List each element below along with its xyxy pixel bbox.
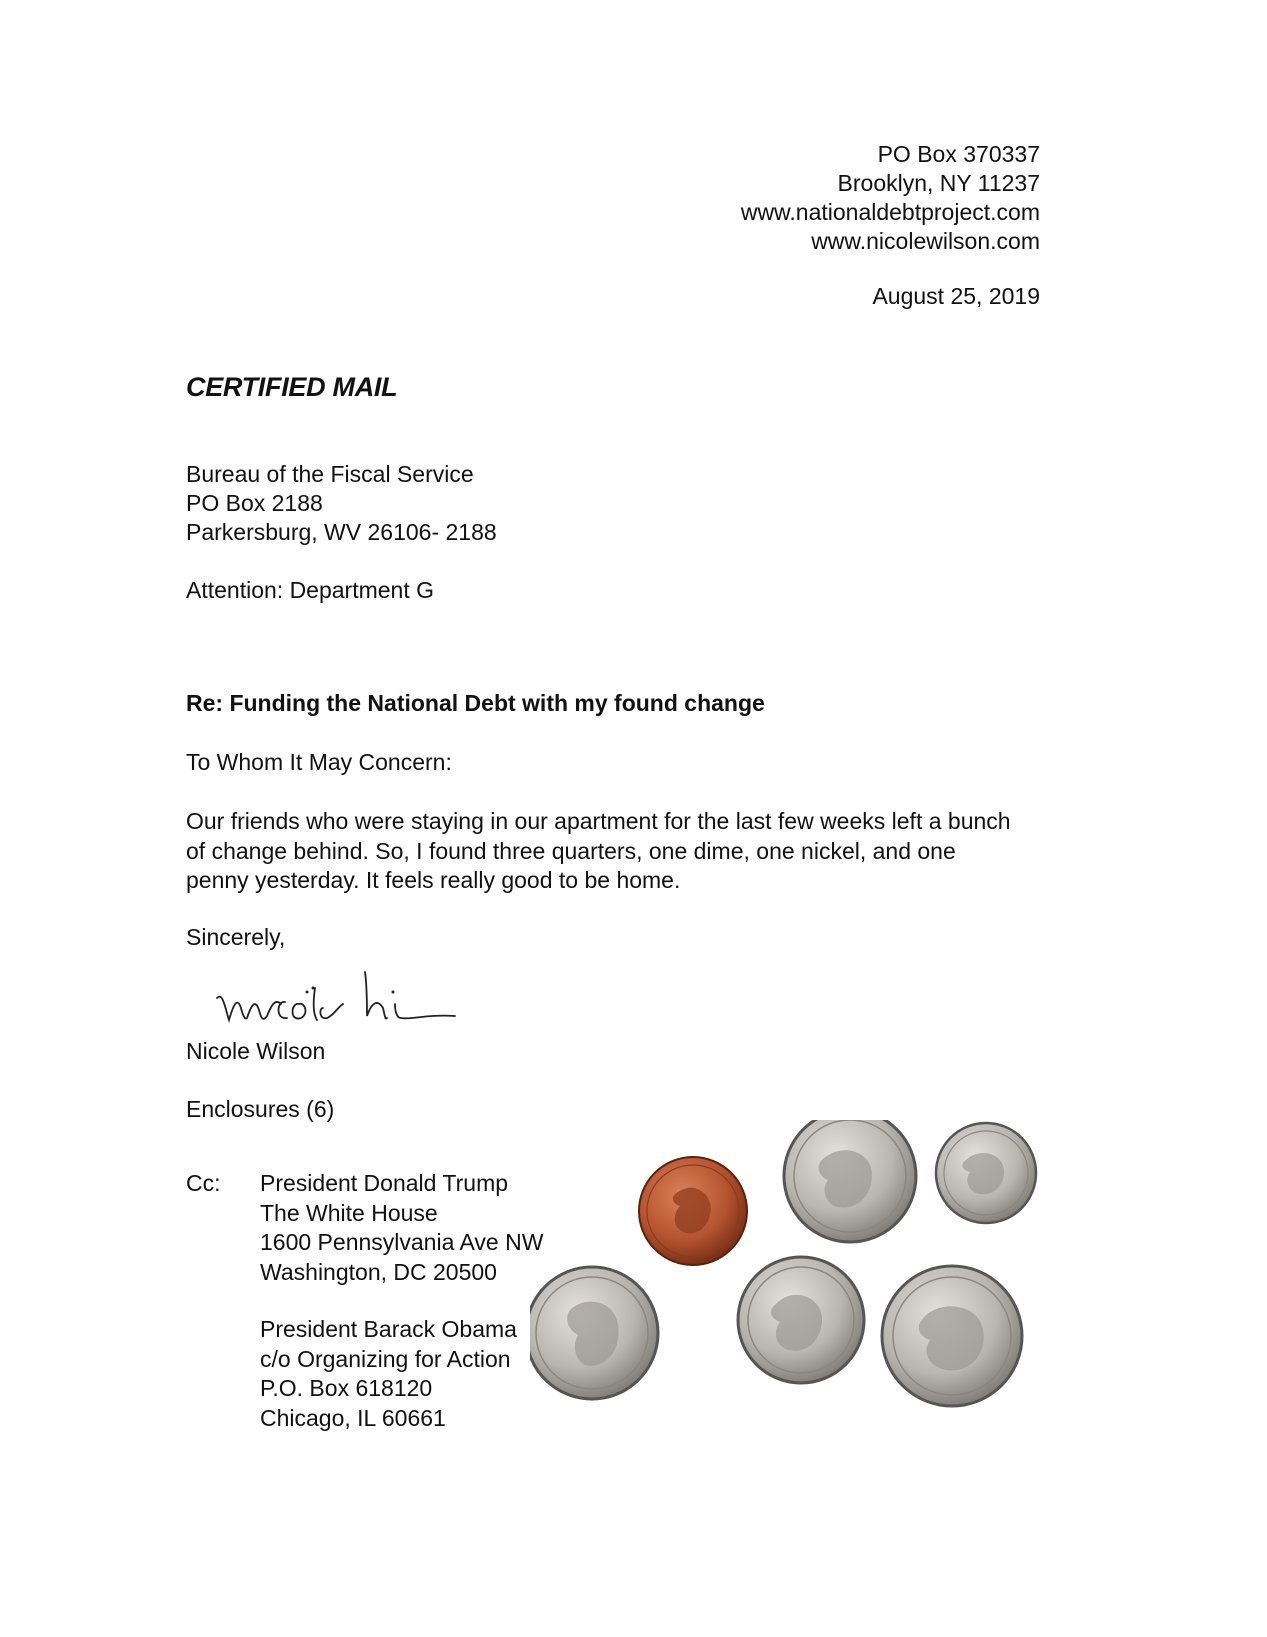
- recipient-name: Bureau of the Fiscal Service: [186, 461, 474, 487]
- handwritten-signature: [215, 968, 475, 1038]
- certified-mail-heading: CERTIFIED MAIL: [186, 372, 398, 402]
- letter-body: [186, 807, 1086, 896]
- quarter-coin-icon: [784, 1120, 916, 1242]
- cc-line: 1600 Pennsylvania Ave NW: [260, 1229, 544, 1255]
- sender-city: Brooklyn, NY 11237: [837, 170, 1040, 196]
- recipient-po-box: PO Box 2188: [186, 490, 323, 516]
- quarter-coin-icon: [530, 1267, 658, 1399]
- cc-line: President Barack Obama: [260, 1316, 517, 1342]
- dime-coin-icon: [936, 1123, 1036, 1223]
- quarter-coin-icon: [882, 1266, 1022, 1406]
- signer-name: Nicole Wilson: [186, 1038, 326, 1064]
- attention-line: Attention: Department G: [186, 577, 435, 603]
- letter-date: August 25, 2019: [872, 283, 1040, 309]
- salutation: To Whom It May Concern:: [186, 749, 452, 775]
- sender-po-box: PO Box 370337: [877, 141, 1040, 167]
- cc-recipient-1: [260, 1169, 543, 1287]
- enclosed-coins: [530, 1120, 1090, 1460]
- cc-label: Cc:: [186, 1170, 221, 1196]
- closing: Sincerely,: [186, 924, 286, 950]
- cc-line: The White House: [260, 1199, 438, 1226]
- cc-recipient-2: [260, 1315, 517, 1433]
- sender-website-2[interactable]: www.nicolewilson.com: [811, 228, 1040, 254]
- sender-address: [741, 140, 1040, 256]
- subject-line: Re: Funding the National Debt with my found change: [186, 690, 765, 716]
- sender-website-1[interactable]: www.nationaldebtproject.com: [740, 199, 1040, 225]
- cc-line: Washington, DC 20500: [260, 1258, 497, 1285]
- enclosures-line: Enclosures (6): [186, 1096, 335, 1122]
- cc-line: Chicago, IL 60661: [260, 1404, 446, 1431]
- body-line: Our friends who were staying in our apartment for the last few weeks left a bunch: [186, 808, 1011, 834]
- recipient-city: Parkersburg, WV 26106- 2188: [186, 519, 497, 545]
- cc-line: P.O. Box 618120: [260, 1375, 433, 1401]
- penny-coin-icon: [639, 1157, 747, 1265]
- cc-line: c/o Organizing for Action: [260, 1345, 511, 1372]
- nickel-coin-icon: [738, 1257, 864, 1383]
- recipient-address: [186, 460, 497, 547]
- body-line: penny yesterday. It feels really good to be home.: [186, 867, 681, 893]
- body-line: of change behind. So, I found three quarters, one dime, one nickel, and one: [186, 837, 956, 864]
- cc-line: President Donald Trump: [260, 1170, 509, 1196]
